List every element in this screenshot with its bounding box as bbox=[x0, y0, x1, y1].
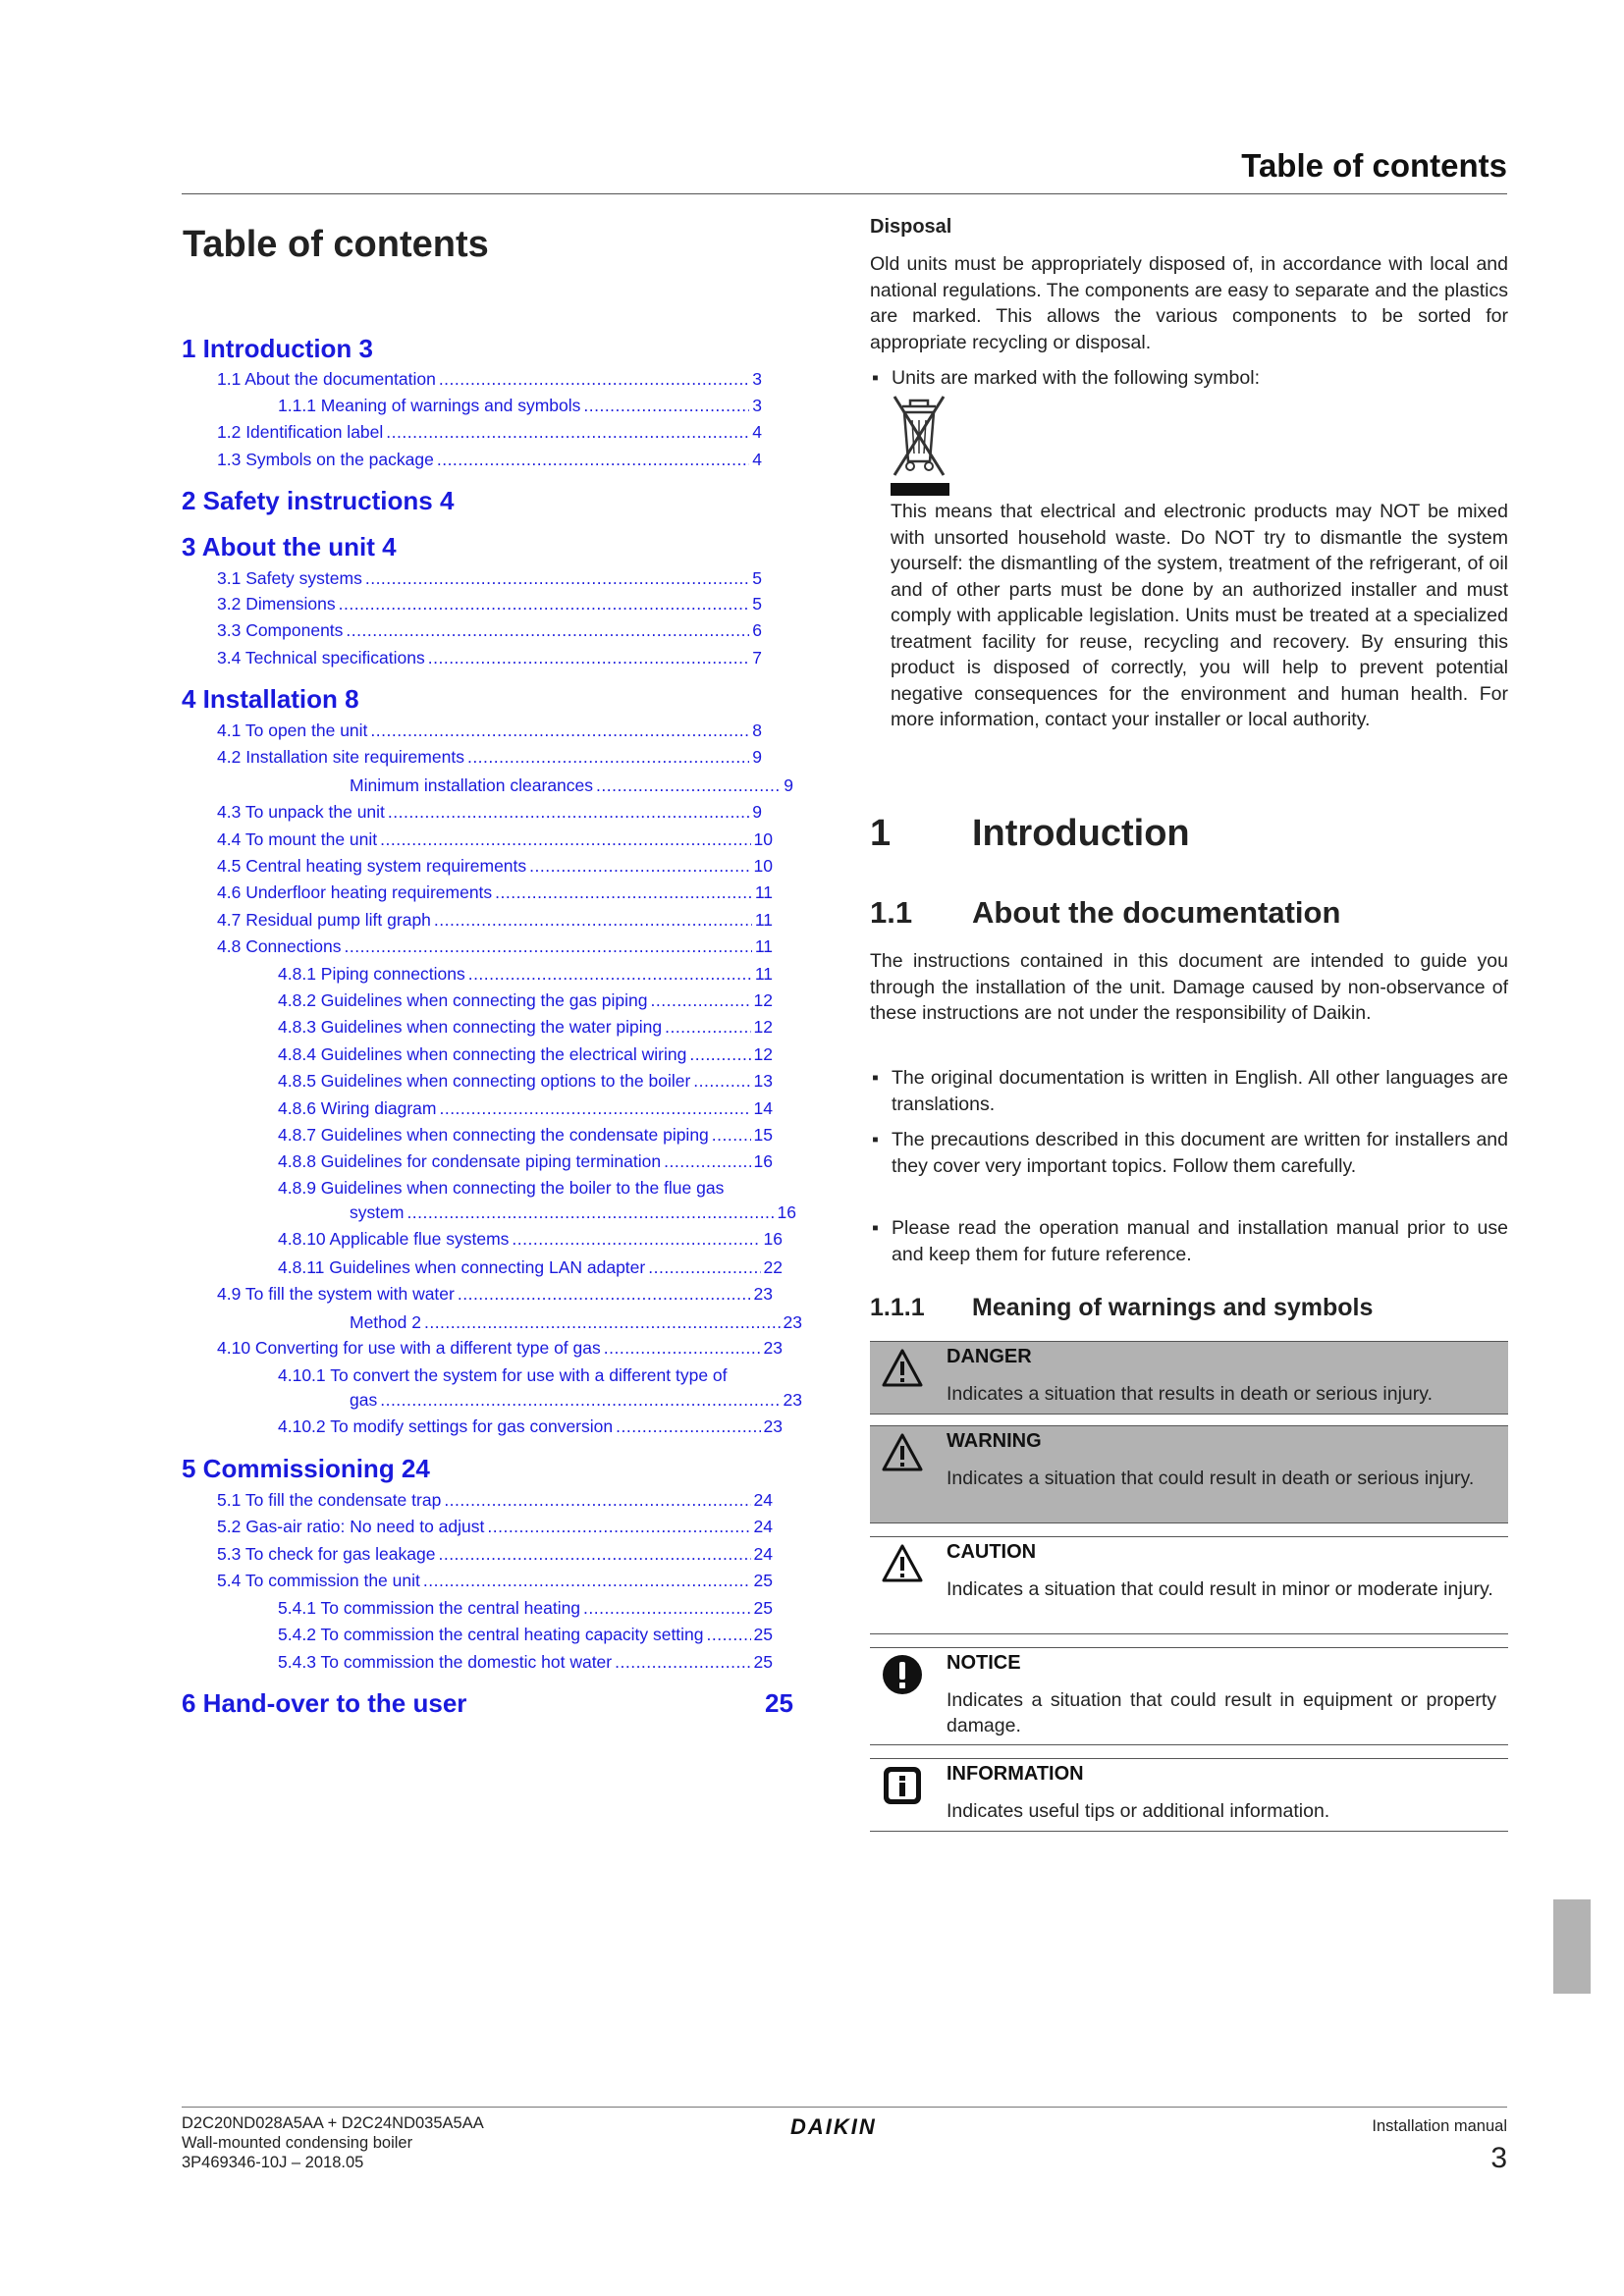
toc-entry[interactable]: Method 2 ..... 23 bbox=[350, 1310, 802, 1334]
subsubsection-number: 1.1.1 bbox=[870, 1294, 925, 1321]
toc-entry[interactable]: 3.4 Technical specifications ..... 7 bbox=[217, 646, 762, 669]
notice-text: Indicates a situation that could result in minor or moderate injury. bbox=[947, 1578, 1493, 1600]
toc-entry[interactable]: 4.10 Converting for use with a different type of gas ..... 23 bbox=[217, 1336, 783, 1360]
disposal-title: Disposal bbox=[870, 216, 952, 238]
footer-product: Wall-mounted condensing boiler bbox=[182, 2134, 413, 2152]
toc-entry[interactable]: 5.4.2 To commission the central heating capacity setting ..... 25 bbox=[278, 1623, 773, 1646]
toc-entry[interactable]: 1.1 About the documentation ..... 3 bbox=[217, 367, 762, 391]
footer-doc-type: Installation manual bbox=[1372, 2117, 1507, 2135]
subsection-title: About the documentation bbox=[972, 895, 1341, 930]
chapter-side-tab bbox=[1553, 1899, 1591, 1994]
toc-entry[interactable]: 4.8.8 Guidelines for condensate piping termination ..... 16 bbox=[278, 1149, 773, 1173]
toc-entry[interactable]: 4.10.1 To convert the system for use with a different type of bbox=[278, 1365, 728, 1385]
intro-bullet: ▪ Please read the operation manual and installation manual prior to use and keep them for future reference. bbox=[872, 1217, 1508, 1265]
warning-triangle-icon bbox=[882, 1432, 923, 1473]
notice-label: NOTICE bbox=[947, 1652, 1021, 1674]
notice-label: CAUTION bbox=[947, 1541, 1037, 1563]
footer-model: D2C20ND028A5AA + D2C24ND035A5AA bbox=[182, 2114, 484, 2132]
warning-box bbox=[870, 1425, 1508, 1523]
toc-entry[interactable]: 4.2 Installation site requirements ..... 9 bbox=[217, 745, 762, 769]
notice-label: DANGER bbox=[947, 1346, 1032, 1367]
toc-entry[interactable]: 3.3 Components ..... 6 bbox=[217, 618, 762, 642]
notice-text: Indicates a situation that results in death or serious injury. bbox=[947, 1383, 1433, 1405]
toc-entry[interactable]: 1.1.1 Meaning of warnings and symbols ..... 3 bbox=[278, 394, 762, 417]
info-icon bbox=[882, 1765, 923, 1806]
subsubsection-title: Meaning of warnings and symbols bbox=[972, 1294, 1374, 1321]
toc-entry[interactable]: Minimum installation clearances ..... 9 bbox=[350, 774, 793, 797]
toc-entry[interactable]: 5.4.1 To commission the central heating ..... 25 bbox=[278, 1596, 773, 1620]
toc-section-1[interactable]: 1 Introduction 3 bbox=[182, 334, 373, 363]
toc-section-6[interactable]: 6 Hand-over to the user bbox=[182, 1688, 467, 1718]
toc-entry[interactable]: 5.1 To fill the condensate trap ..... 24 bbox=[217, 1488, 773, 1512]
intro-bullet: ▪ The precautions described in this document are written for installers and they cover very important topics. Follow them carefully. bbox=[872, 1129, 1508, 1177]
warning-triangle-icon bbox=[882, 1543, 923, 1584]
section-title: Introduction bbox=[972, 813, 1190, 854]
intro-bullet: ▪ The original documentation is written in English. All other languages are translations. bbox=[872, 1067, 1508, 1115]
weee-bin-icon bbox=[889, 391, 949, 499]
notice-text: Indicates a situation that could result in death or serious injury. bbox=[947, 1468, 1475, 1489]
notice-label: WARNING bbox=[947, 1430, 1042, 1452]
toc-entry[interactable]: 4.8.11 Guidelines when connecting LAN adapter ..... 22 bbox=[278, 1255, 783, 1279]
toc-entry[interactable]: 3.2 Dimensions ..... 5 bbox=[217, 592, 762, 615]
toc-entry[interactable]: 5.2 Gas-air ratio: No need to adjust ..... 24 bbox=[217, 1515, 773, 1538]
information-box bbox=[870, 1758, 1508, 1832]
toc-section-5[interactable]: 5 Commissioning 24 bbox=[182, 1454, 430, 1483]
toc-section-4[interactable]: 4 Installation 8 bbox=[182, 684, 359, 714]
toc-entry[interactable]: 4.8.10 Applicable flue systems ..... 16 bbox=[278, 1227, 783, 1251]
toc-title: Table of contents bbox=[183, 224, 489, 265]
toc-entry[interactable]: 4.3 To unpack the unit ..... 9 bbox=[217, 800, 762, 824]
toc-entry[interactable]: 5.4 To commission the unit ..... 25 bbox=[217, 1569, 773, 1592]
toc-entry[interactable]: 4.8.3 Guidelines when connecting the water piping ..... 12 bbox=[278, 1015, 773, 1039]
running-header: Table of contents bbox=[1241, 147, 1507, 184]
warning-triangle-icon bbox=[882, 1348, 923, 1389]
notice-label: INFORMATION bbox=[947, 1763, 1084, 1785]
toc-entry[interactable]: 4.8 Connections ..... 11 bbox=[217, 934, 773, 958]
toc-entry[interactable]: 3.1 Safety systems ..... 5 bbox=[217, 566, 762, 590]
toc-entry[interactable]: 1.3 Symbols on the package ..... 4 bbox=[217, 448, 762, 471]
toc-entry[interactable]: 4.7 Residual pump lift graph ..... 11 bbox=[217, 908, 773, 932]
section-number: 1 bbox=[870, 813, 892, 854]
disposal-bullet: ▪ Units are marked with the following symbol: bbox=[872, 367, 1260, 389]
toc-entry[interactable]: system ..... 16 bbox=[350, 1201, 796, 1224]
toc-entry[interactable]: 4.8.2 Guidelines when connecting the gas piping ..... 12 bbox=[278, 988, 773, 1012]
exclamation-circle-icon bbox=[882, 1654, 923, 1695]
toc-entry[interactable]: 4.4 To mount the unit ..... 10 bbox=[217, 828, 773, 851]
disposal-explanation: This means that electrical and electronic products may NOT be mixed with unsorted household waste. Do NOT try to dismantle the system yourself: the dismantling of the system, treatment of the refrigerant, of oil and of other parts must be done by an authorized installer and must comply with applicable legislation. Units must be treated at a specialized treatment facility for reuse, recycling and recovery. By ensuring this product is disposed of correctly, you will help to prevent potential negative consequences for the environment and human health. For more information, contact your installer or local authority. bbox=[891, 501, 1508, 730]
footer-divider bbox=[182, 2107, 1507, 2108]
daikin-logo: DAIKIN bbox=[790, 2114, 877, 2139]
toc-section-6-page[interactable]: 25 bbox=[765, 1688, 793, 1718]
danger-box bbox=[870, 1341, 1508, 1415]
toc-entry[interactable]: 4.1 To open the unit ..... 8 bbox=[217, 719, 762, 742]
toc-entry[interactable]: 1.2 Identification label ..... 4 bbox=[217, 420, 762, 444]
toc-entry[interactable]: 4.10.2 To modify settings for gas conversion ..... 23 bbox=[278, 1415, 783, 1438]
toc-entry[interactable]: 5.3 To check for gas leakage ..... 24 bbox=[217, 1542, 773, 1566]
toc-entry[interactable]: 5.4.3 To commission the domestic hot water ..... 25 bbox=[278, 1650, 773, 1674]
header-divider bbox=[182, 193, 1507, 194]
toc-entry[interactable]: 4.8.4 Guidelines when connecting the electrical wiring ..... 12 bbox=[278, 1042, 773, 1066]
toc-entry[interactable]: 4.8.7 Guidelines when connecting the condensate piping ..... 15 bbox=[278, 1123, 773, 1147]
caution-box bbox=[870, 1536, 1508, 1634]
toc-entry[interactable]: 4.8.9 Guidelines when connecting the boiler to the flue gas bbox=[278, 1178, 725, 1198]
notice-text: Indicates a situation that could result in equipment or property damage. bbox=[947, 1689, 1496, 1736]
toc-entry[interactable]: 4.8.1 Piping connections ..... 11 bbox=[278, 962, 773, 986]
toc-entry[interactable]: 4.8.5 Guidelines when connecting options to the boiler ..... 13 bbox=[278, 1069, 773, 1093]
intro-paragraph: The instructions contained in this document are intended to guide you through the installation of the unit. Damage caused by non-observance of these instructions are not under the responsibility of Daikin. bbox=[870, 950, 1508, 1024]
toc-entry[interactable]: 4.6 Underfloor heating requirements ..... 11 bbox=[217, 881, 773, 904]
notice-box bbox=[870, 1647, 1508, 1745]
toc-entry[interactable]: 4.9 To fill the system with water ..... 23 bbox=[217, 1282, 773, 1306]
footer-doc-number: 3P469346-10J – 2018.05 bbox=[182, 2154, 364, 2171]
toc-section-2[interactable]: 2 Safety instructions 4 bbox=[182, 486, 455, 515]
subsection-number: 1.1 bbox=[870, 895, 913, 930]
page-number: 3 bbox=[1490, 2142, 1507, 2174]
toc-entry[interactable]: 4.8.6 Wiring diagram ..... 14 bbox=[278, 1096, 773, 1120]
notice-text: Indicates useful tips or additional information. bbox=[947, 1800, 1330, 1822]
disposal-paragraph: Old units must be appropriately disposed of, in accordance with local and national regulations. The components are easy to separate and the plastics are marked. This allows the various components to be sorted for appropriate recycling or disposal. bbox=[870, 253, 1508, 353]
toc-entry[interactable]: gas ..... 23 bbox=[350, 1388, 802, 1412]
toc-entry[interactable]: 4.5 Central heating system requirements ..... 10 bbox=[217, 854, 773, 878]
toc-section-3[interactable]: 3 About the unit 4 bbox=[182, 532, 397, 561]
